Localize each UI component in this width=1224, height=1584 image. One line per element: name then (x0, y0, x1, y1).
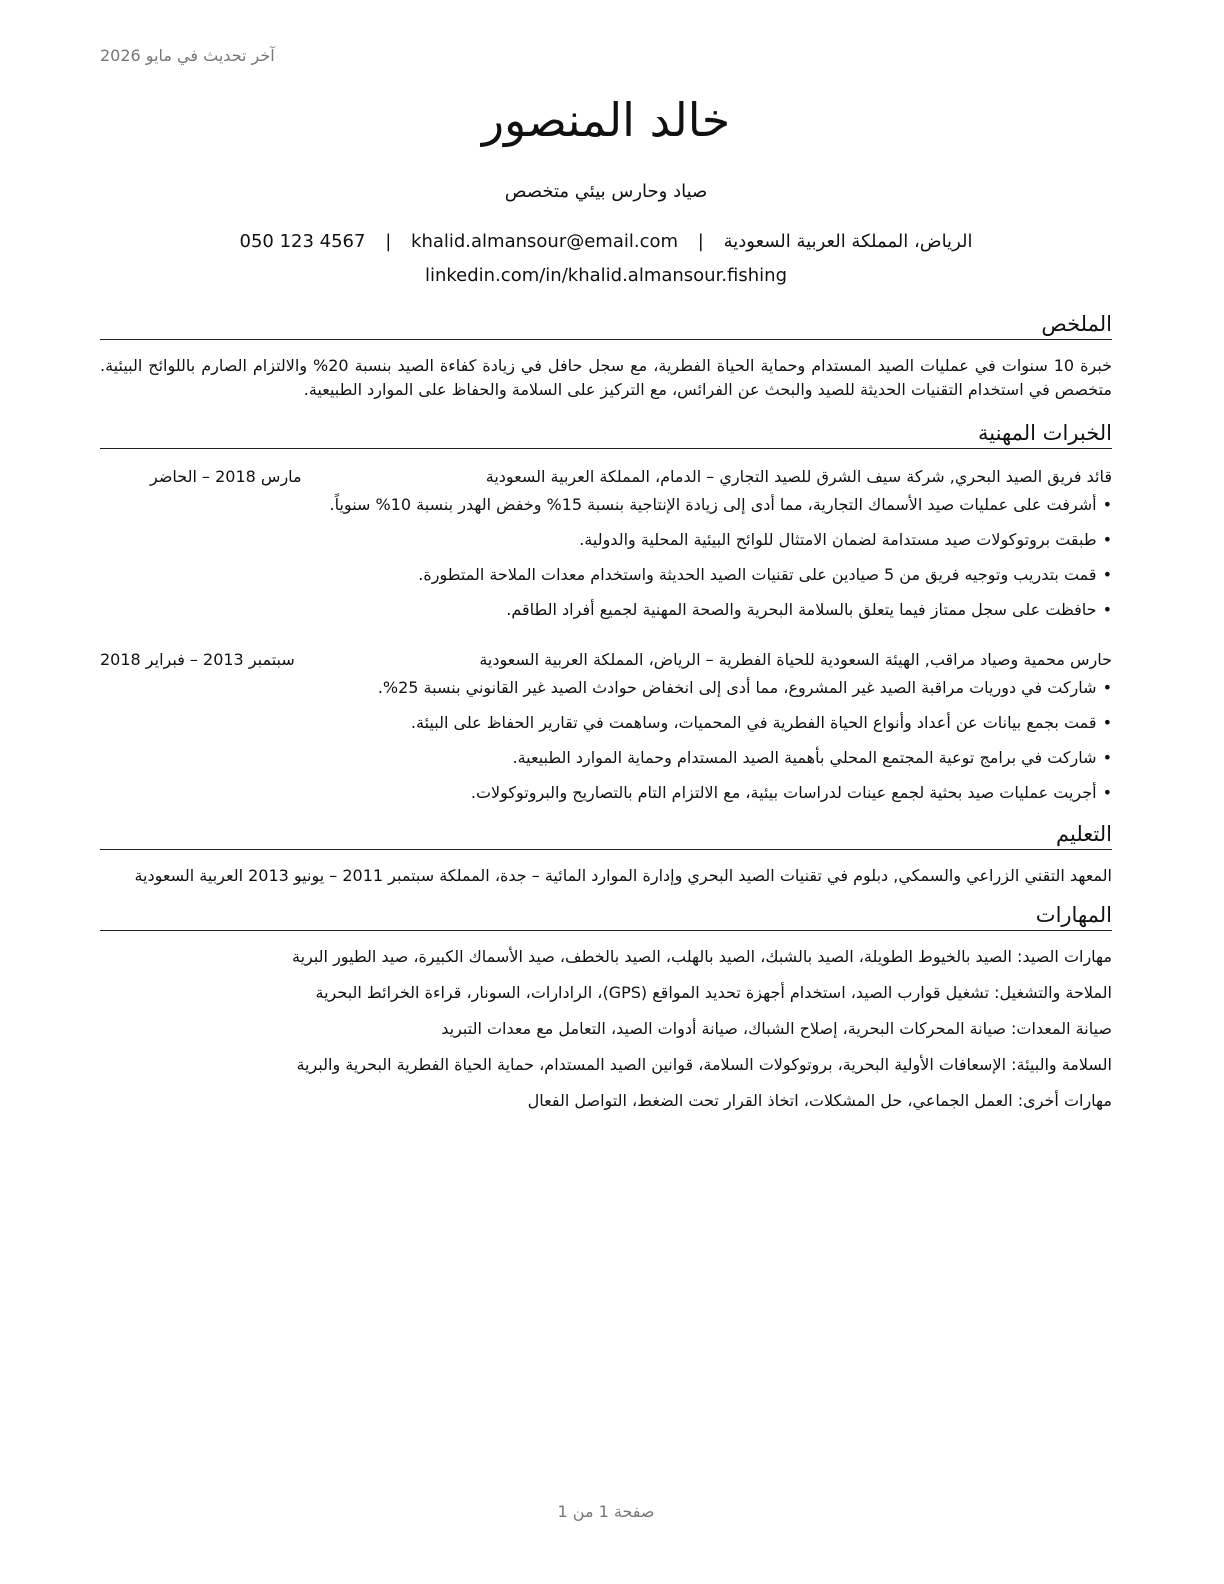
job-bullets (100, 676, 1112, 805)
skill-line: مهارات أخرى: العمل الجماعي، حل المشكلات، اتخاذ القرار تحت الضغط، التواصل الفعال (527, 1090, 1112, 1110)
education-entry: المعهد التقني الزراعي والسمكي, دبلوم في تقنيات الصيد البحري وإدارة الموارد المائية – جدة، المملكة سبتمبر 2011 – يونيو 2013 العربية السعودية (134, 865, 1112, 885)
job-title-org: حارس محمية وصياد مراقب, الهيئة السعودية للحياة الفطرية – الرياض، المملكة العربية السعودية (479, 649, 1112, 669)
bullet-icon: • (1102, 599, 1112, 619)
bullet-text: أجريت عمليات صيد بحثية لجمع عينات لدراسات بيئية، مع الالتزام التام بالتصاريح والبروتوكولات. (470, 782, 1097, 802)
contact-linkedin[interactable]: linkedin.com/in/khalid.almansour.fishing (424, 264, 788, 286)
skill-line: صيانة المعدات: صيانة المحركات البحرية، إصلاح الشباك، صيانة أدوات الصيد، التعامل مع معدات التبريد (441, 1018, 1112, 1038)
summary-section (100, 309, 1112, 402)
job-dates: سبتمبر 2013 – فبراير 2018 (100, 649, 295, 669)
list-item (100, 563, 1112, 587)
bullet-icon: • (1102, 564, 1112, 584)
page-number: صفحة 1 من 1 (557, 1502, 655, 1521)
list-item (100, 493, 1112, 517)
skill-line: الملاحة والتشغيل: تشغيل قوارب الصيد، استخدام أجهزة تحديد المواقع (GPS)، الرادارات، السونار، قراءة الخرائط البحرية (315, 982, 1112, 1002)
job-entry (100, 648, 1112, 805)
job-title-org: قائد فريق الصيد البحري, شركة سيف الشرق للصيد التجاري – الدمام، المملكة العربية السعودية (485, 466, 1112, 486)
list-item (100, 528, 1112, 552)
bullet-icon: • (1102, 677, 1112, 697)
job-entry (100, 465, 1112, 622)
list-item (100, 598, 1112, 622)
last-updated-note: آخر تحديث في مايو 2026 (100, 46, 275, 65)
summary-heading: الملخص (100, 309, 1112, 340)
skill-line: السلامة والبيئة: الإسعافات الأولية البحرية، بروتوكولات السلامة، قوانين الصيد المستدام، حماية الحياة الفطرية البحرية والبرية (296, 1054, 1112, 1074)
job-header (100, 648, 1112, 672)
contact-separator: | (697, 230, 704, 252)
bullet-text: شاركت في برامج توعية المجتمع المحلي بأهمية الصيد المستدام وحماية الموارد الطبيعية. (512, 747, 1097, 767)
contact-location: الرياض، المملكة العربية السعودية (723, 230, 973, 252)
list-item (100, 711, 1112, 735)
bullet-icon: • (1102, 529, 1112, 549)
skill-line: مهارات الصيد: الصيد بالخيوط الطويلة، الصيد بالشبك، الصيد بالهلب، الصيد بالخطف، صيد الأسماك الكبيرة، صيد الطيور البرية (291, 946, 1112, 966)
list-item (100, 676, 1112, 700)
bullet-icon: • (1102, 712, 1112, 732)
skills-list (100, 945, 1112, 1113)
bullet-text: حافظت على سجل ممتاز فيما يتعلق بالسلامة البحرية والصحة المهنية لجميع أفراد الطاقم. (506, 599, 1097, 619)
summary-text: خبرة 10 سنوات في عمليات الصيد المستدام وحماية الحياة الفطرية، مع سجل حافل في زيادة كفاءة الصيد بنسبة 20% والالتزام الصارم باللوائح البيئية. متخصص في استخدام التقنيات الحديثة للصيد والبحث عن الفرائس، مع التركيز على السلامة والحفاظ على الموارد الطبيعية. (100, 355, 1112, 399)
bullet-icon: • (1102, 747, 1112, 767)
experience-heading: الخبرات المهنية (100, 418, 1112, 449)
bullet-text: شاركت في دوريات مراقبة الصيد غير المشروع، مما أدى إلى انخفاض حوادث الصيد غير القانوني بنسبة 25%. (377, 677, 1097, 697)
contact-email[interactable]: khalid.almansour@email.com (411, 230, 679, 252)
job-bullets (100, 493, 1112, 622)
contact-separator: | (385, 230, 392, 252)
list-item (100, 746, 1112, 770)
list-item (100, 781, 1112, 805)
bullet-text: قمت بتدريب وتوجيه فريق من 5 صيادين على تقنيات الصيد الحديثة واستخدام معدات الملاحة المتطورة. (418, 564, 1097, 584)
contact-phone: 050 123 4567 (239, 230, 366, 252)
experience-section (100, 418, 1112, 805)
skills-section (100, 900, 1112, 1113)
education-section (100, 819, 1112, 888)
bullet-icon: • (1102, 494, 1112, 514)
resume-page (100, 0, 1112, 1125)
contact-line (100, 229, 1112, 255)
bullet-icon: • (1102, 782, 1112, 802)
job-header (100, 465, 1112, 489)
candidate-subtitle: صياد وحارس بيئي متخصص (504, 180, 708, 202)
bullet-text: أشرفت على عمليات صيد الأسماك التجارية، مما أدى إلى زيادة الإنتاجية بنسبة 15% وخفض الهدر بنسبة 10% سنوياً. (329, 494, 1097, 514)
education-heading: التعليم (100, 819, 1112, 850)
bullet-text: قمت بجمع بيانات عن أعداد وأنواع الحياة الفطرية في المحميات، وساهمت في تقارير الحفاظ على البيئة. (410, 712, 1097, 732)
skills-heading: المهارات (100, 900, 1112, 931)
bullet-text: طبقت بروتوكولات صيد مستدامة لضمان الامتثال للوائح البيئية المحلية والدولية. (579, 529, 1097, 549)
candidate-name: خالد المنصور (481, 93, 731, 147)
job-dates: مارس 2018 – الحاضر (150, 466, 302, 486)
